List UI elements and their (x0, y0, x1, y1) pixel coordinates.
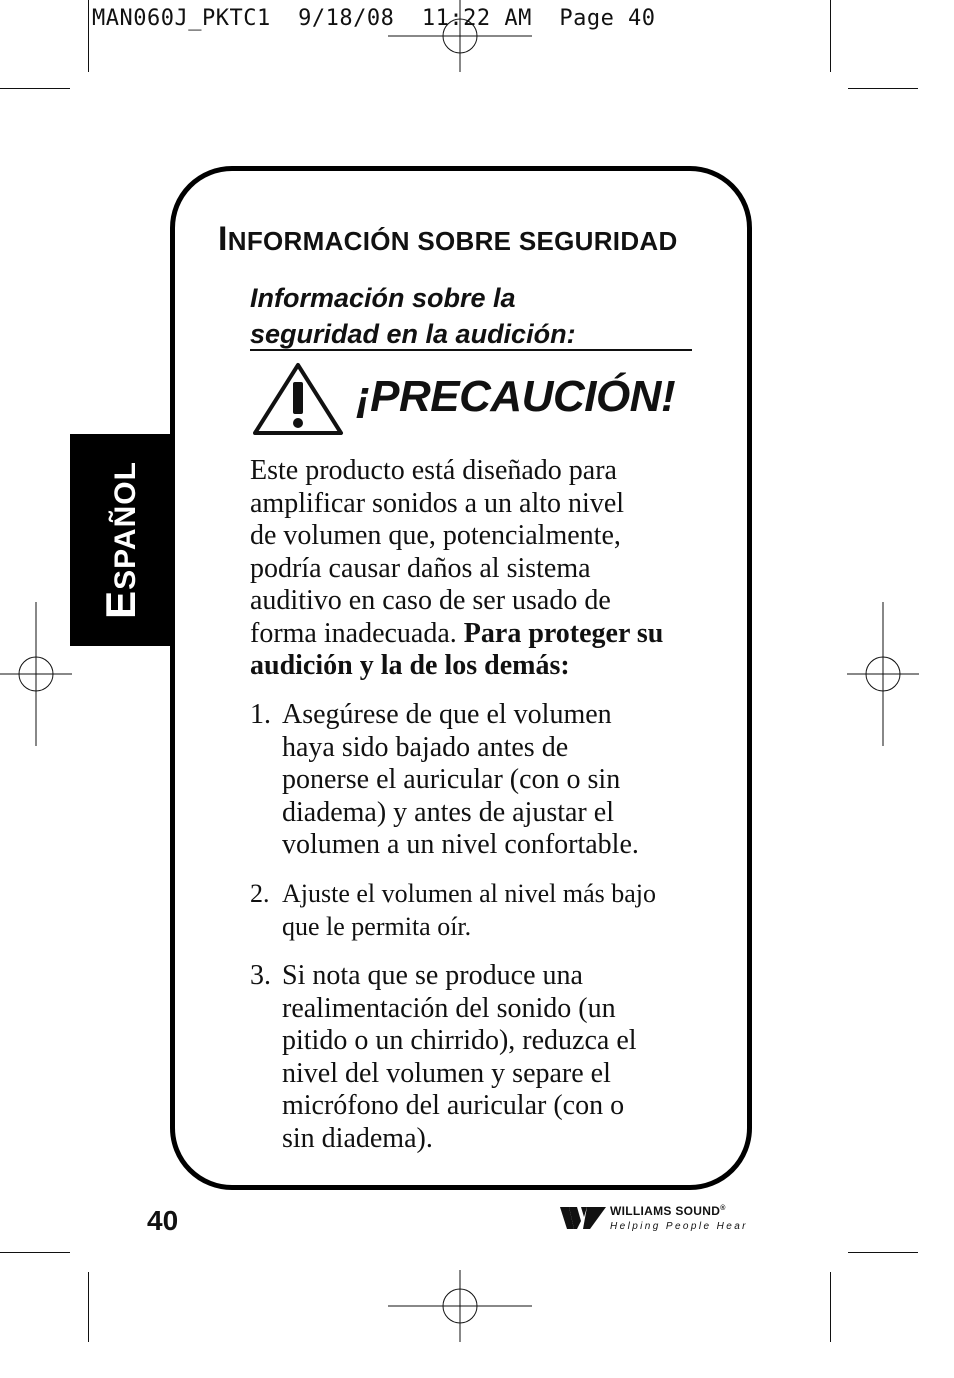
intro-paragraph: Este producto está diseñado para amplificar sonidos a un alto nivel de volumen que, potencialmente, podría causar daños al sistema auditivo en caso de ser usado de forma inadecuada. Para proteger su audición y la de los demás: (250, 455, 664, 681)
registration-mark-right (847, 602, 919, 746)
registered-mark: ® (720, 1205, 726, 1212)
list-item: 2. Ajuste el volumen al nivel más bajo que le permita oír. (250, 879, 657, 941)
williams-sound-logo-icon (560, 1205, 606, 1231)
section-title: INFORMACIÓN SOBRE SEGURIDAD (218, 220, 678, 258)
logo-tagline: Helping People Hear (610, 1221, 748, 1232)
warning-triangle-icon (252, 362, 344, 436)
language-tab (70, 434, 172, 646)
logo-brand: WILLIAMS SOUND (610, 1204, 721, 1218)
sub-heading-rule (250, 349, 692, 351)
sub-heading: Información sobre la seguridad en la audición: (250, 283, 576, 349)
language-tab-label: SPAÑOL (109, 461, 142, 590)
registration-mark-left (0, 602, 72, 746)
print-slug: MAN060J_PKTC1 9/18/08 11:22 AM Page 40 (92, 6, 656, 31)
page-number: 40 (147, 1205, 179, 1236)
list-item: 1. Asegúrese de que el volumen haya sido bajado antes de ponerse el auricular (con o sin diadema) y antes de ajustar el volumen a un nivel confortable. (250, 699, 639, 860)
list-item: 3. Si nota que se produce una realimentación del sonido (un pitido o un chirrido), reduzca el nivel del volumen y separe el micrófono del auricular (con o sin diadema). (250, 960, 637, 1154)
language-tab-initial: E (97, 589, 144, 619)
caution-title: ¡PRECAUCIÓN! (356, 372, 676, 421)
williams-sound-logo (560, 1202, 760, 1238)
registration-mark-bottom (388, 1270, 532, 1342)
